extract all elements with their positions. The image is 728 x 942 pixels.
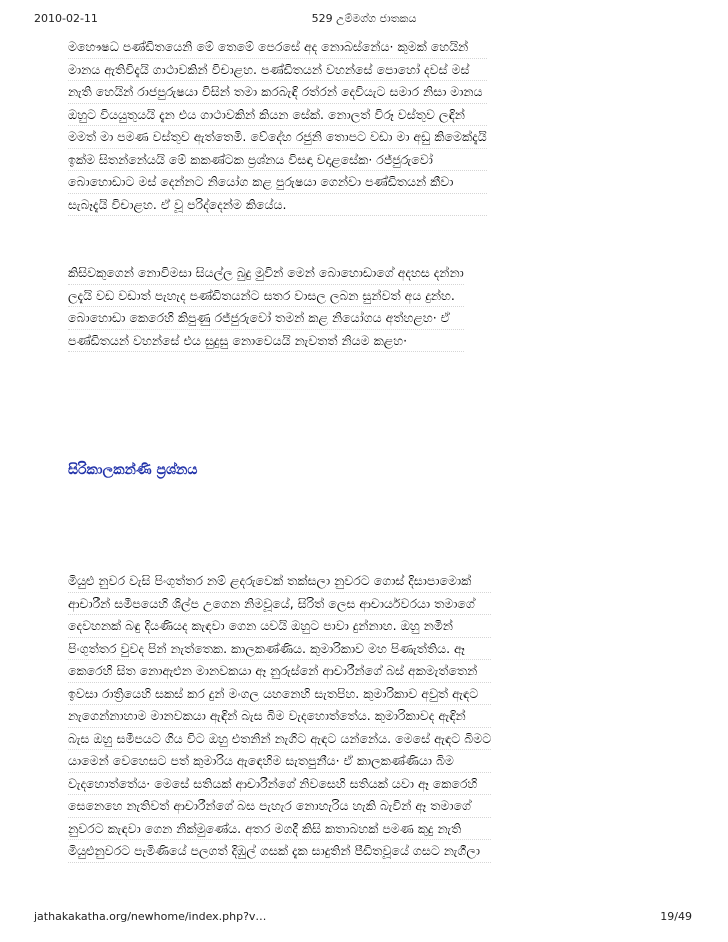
text-line: සැබෑදැයි විචාළහ. ඒ වූ පරිද්දෙන්ම කියේය. bbox=[68, 194, 487, 217]
header-date: 2010-02-11 bbox=[34, 12, 98, 25]
text-line: පිංගුත්තර වුවද පින් නැත්තෙක. කාලකණ්ණිය. කුමාරිකාව මහ පිණැත්තිය. ඈ bbox=[68, 638, 491, 661]
text-line: මියුළුනුවරට පැමිණියේ පලගත් දිඹුල් ගසක් දැක සාදුතින් පීඩිතවූයේ ගසට නැගීලා bbox=[68, 840, 491, 863]
page-header bbox=[0, 12, 728, 28]
text-line: බැස ඔහු සමීපයට ගිය විට ඔහු එතනින් නැගිට ඇඳට යන්නේය. මෙසේ ඇඳට බිමට bbox=[68, 728, 491, 751]
header-title: 529 උම්මග්ග ජාතකය bbox=[311, 12, 417, 25]
text-line: බොහොඩා කෙරෙහි කිපුණු රජ්ජුරුවෝ තමන් කළ නියෝගය අත්හළහ· ඒ bbox=[68, 307, 464, 330]
page-number: 19/49 bbox=[660, 910, 692, 923]
paragraph-2 bbox=[68, 262, 464, 352]
text-line: නැති හෙයින් රාජපුරුෂයා විසින් තමා කරබැඳි රත්රන් දෙවියැට සමාර නිසා මානය bbox=[68, 81, 487, 104]
paragraph-3 bbox=[68, 570, 491, 863]
section-heading: සිරිකාලකන්ණි ප්‍රශ්නය bbox=[68, 462, 198, 478]
text-line: ආචාරීන් සමීපයෙහි ශිල්ප උගෙන නිමවූයේ, සිරිත් ලෙස ආචාර්යවරයා තමාගේ bbox=[68, 593, 491, 616]
text-line: නැගෙන්නාහාම මානවකයා ඇඳින් බැස බිම වැදහොත්තේය. කුමාරිකාවද ඇඳින් bbox=[68, 705, 491, 728]
text-line: නුවරට කැඳවා ගෙන නික්මුණේය. අතර මගදී කිසි කතාබහක් පමණ කුදු නැති bbox=[68, 818, 491, 841]
paragraph-1 bbox=[68, 36, 487, 216]
text-line: මානය ඇතිවිදැයි ගාථාවකින් විචාළහ. පණ්ඩිතයන් වහන්සේ පොහෝ දවස් මස් bbox=[68, 59, 487, 82]
text-line: මමත් මා පමණ වස්තුව ඇත්තෙමි. වේදේහ රජුනි තොපට වඩා මා අඩු කිමෙක්දැයි bbox=[68, 126, 487, 149]
text-line: කිසිවකුගෙන් නොවිමසා සියල්ල බුදු මුවින් මෙන් බොහොඩාගේ අදහස දන්නා bbox=[68, 262, 464, 285]
page-footer bbox=[0, 910, 728, 928]
text-line: දෙවහනක් බඳු දියණියද කැඳවා ගෙන යවයි ඔහුට පාවා දුන්නාහ. ඔහු නමින් bbox=[68, 615, 491, 638]
text-line: ඉවසා රාත්‍රියෙහි සකස් කර දුන් මංගල යහනෙහි සැතපිහ. කුමාරිකාව අවුත් ඇඳට bbox=[68, 683, 491, 706]
text-line: වැදහොත්තේය· මෙසේ සතියක් ආචාරීන්ගේ නිවසෙහි සතියක් යවා ඈ කෙරෙහි bbox=[68, 773, 491, 796]
text-line: බොහොඩාට මස් දෙන්නට නියෝග කළ පුරුෂයා ගෙන්වා පණ්ඩිතයන් කීවා bbox=[68, 171, 487, 194]
text-line: කෙරෙහි සිත නොඇළුන මානවකයා ඈ නුරුස්නේ ආචාරීන්ගේ බස් අකමැත්තෙන් bbox=[68, 660, 491, 683]
text-line: මියුළු නුවර වැසි පිංගුත්තර නම් ළදරුවෙක් තක්සලා නුවරට ගොස් දිසාපාමොක් bbox=[68, 570, 491, 593]
text-line: ලදැයි වඩ වඩාත් පැහැද පණ්ඩිතයන්ට සතර වාසල ලබන සුන්වත් අය දුන්හ. bbox=[68, 285, 464, 308]
text-line: යාමෙන් වෙහෙසට පත් කුමාරිය ඇඳෙහිම සැතපුනීය· ඒ කාලකණ්ණියා බිම bbox=[68, 750, 491, 773]
text-line: ඉක්ම සිතන්නේයයි මේ කකණ්ටක ප්‍රශ්නය විසඳා වදාළසේක· රජ්ජුරුවෝ bbox=[68, 149, 487, 172]
text-line: සෙනෙහෙ නැතිවත් ආචාරීන්ගේ බස පැහැර නොහැරිය හැකි බැවින් ඈ තමාගේ bbox=[68, 795, 491, 818]
footer-url: jathakakatha.org/newhome/index.php?v… bbox=[34, 910, 267, 923]
text-line: මහෞෂධ පණ්ඩිතයෙනි මේ තෙමේ පෙරසේ අද නොබස්නේය· කුමක් හෙයින් bbox=[68, 36, 487, 59]
text-line: ඔහුට වියයුතුයයි දැන එය ගාථාවකින් කියන සේක්. නොලත් විරූ වස්තුව ලඳින් bbox=[68, 104, 487, 127]
text-line: පණ්ඩිතයන් වහන්සේ එය සුදුසු නොවෙයයි නැවතත් නියම කළහ· bbox=[68, 330, 464, 353]
